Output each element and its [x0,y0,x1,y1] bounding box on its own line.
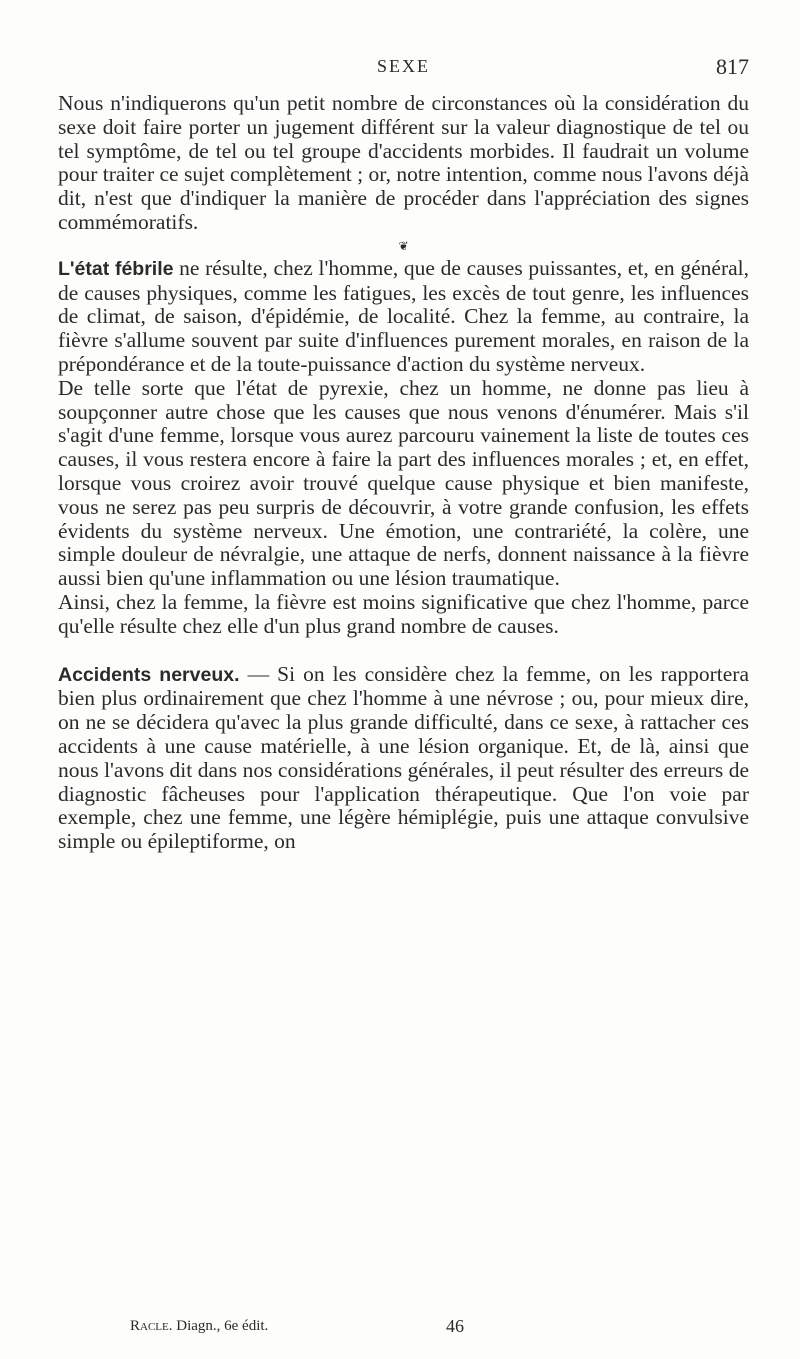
section-heading-accidents-nerveux: Accidents nerveux. [58,663,240,686]
printer-signature [130,1318,268,1335]
paragraph-accidents-nerveux [58,663,749,854]
body-text [58,92,749,854]
paragraph-accidents-nerveux-text: — Si on les considère chez la femme, on les rapportera bien plus ordinairement que chez l'homme à une névrose ; ou, pour mieux dire, on ne se décidera qu'avec la plus grande difficulté, dans ce sexe, à rattacher ces accidents à une cause matérielle, à une lésion organique. Et, de là, ainsi que nous l'avons dit dans nos considérations générales, il peut résulter des erreurs de diagnostic fâcheuses pour l'application thérapeutique. Que l'on voie par exemple, chez une femme, une légère hémiplégie, puis une attaque convulsive simple ou épileptiforme, on [58,661,749,854]
signature-edition: Diagn., 6e édit. [172,1318,269,1334]
paragraph-gap [58,639,749,663]
paragraph-etat-febrile [58,257,749,377]
paragraph-pyrexie: De telle sorte que l'état de pyrexie, chez un homme, ne donne pas lieu à soupçonner autre chose que les causes que nous venons d'énumérer. Mais s'il s'agit d'une femme, lorsque vous aurez parcouru vainement la liste de toutes ces causes, il vous restera encore à faire la part des influences morales ; et, en effet, lorsque vous croirez avoir trouvé quelque cause physique et bien manifeste, vous ne serez pas peu surpris de découvrir, à votre grande confusion, les effets évidents du système nerveux. Une émotion, une contrariété, la colère, une simple douleur de névralgie, une attaque de nerfs, donnent naissance à la fièvre aussi bien qu'une inflammation ou une lésion traumatique. [58,375,749,591]
running-head: SEXE [377,56,430,76]
page-number: 817 [716,54,749,79]
paragraph-etat-febrile-text: ne résulte, chez l'homme, que de causes puissantes, et, en général, de causes physiques, comme les fatigues, les excès de tout genre, les influences de climat, de saison, d'épidémie, de localité. Chez la femme, au contraire, la fièvre s'allume souvent par suite d'influences purement morales, en raison de la prépondérance et de la toute-puissance d'action du système nerveux. [58,255,749,376]
section-ornament: ❦ [398,238,409,253]
signature-author: Racle. [130,1318,173,1334]
sheet-number: 46 [446,1316,464,1336]
page-footer [58,1318,749,1344]
paragraph-ainsi: Ainsi, chez la femme, la fièvre est moins significative que chez l'homme, parce qu'elle résulte chez elle d'un plus grand nombre de causes. [58,589,749,638]
paragraph-intro: Nous n'indiquerons qu'un petit nombre de circonstances où la considération du sexe doit faire porter un jugement différent sur la valeur diagnostique de tel ou tel symptôme, de tel ou tel groupe d'accidents morbides. Il faudrait un volume pour traiter ce sujet complètement ; or, notre intention, comme nous l'avons déjà dit, n'est que d'indiquer la manière de procéder dans l'appréciation des signes commémoratifs. [58,91,749,234]
page-header [58,54,749,84]
section-heading-etat-febrile: L'état fébrile [58,257,174,280]
